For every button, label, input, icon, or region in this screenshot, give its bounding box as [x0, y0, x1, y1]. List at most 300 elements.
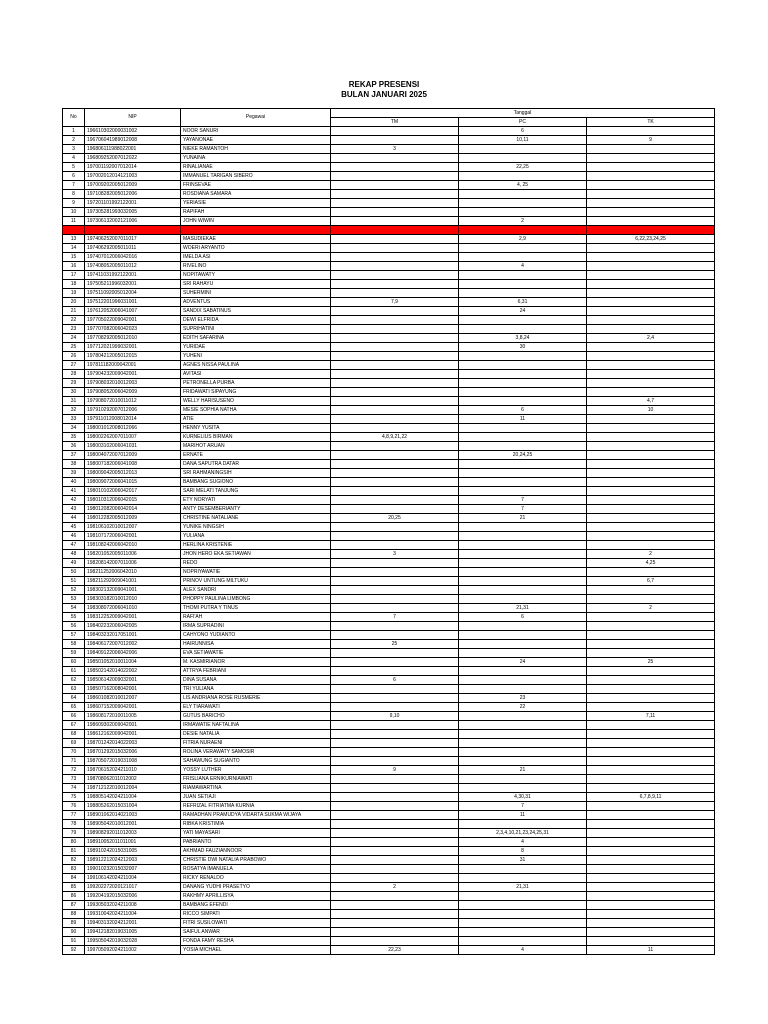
- row-tm: 3: [331, 550, 459, 559]
- row-no: 43: [63, 505, 85, 514]
- row-nama: FRINSEVAE: [181, 181, 331, 190]
- table-row: [63, 424, 715, 433]
- row-nip: 199412182019031005: [85, 928, 181, 937]
- row-no: 74: [63, 784, 85, 793]
- row-nip: 198409122006042006: [85, 649, 181, 658]
- row-nip: 198406172007012002: [85, 640, 181, 649]
- row-nama: AVITASI: [181, 370, 331, 379]
- table-row: [63, 253, 715, 262]
- row-nama: RAPIFAH: [181, 208, 331, 217]
- row-tk: [587, 523, 715, 532]
- row-no: 14: [63, 244, 85, 253]
- table-row: [63, 469, 715, 478]
- row-tm: [331, 532, 459, 541]
- row-pc: 22: [459, 703, 587, 712]
- row-tk: [587, 280, 715, 289]
- row-no: 67: [63, 721, 85, 730]
- table-row: [63, 442, 715, 451]
- row-tm: [331, 307, 459, 316]
- table-row: [63, 631, 715, 640]
- table-row: [63, 163, 715, 172]
- table-row: [63, 820, 715, 829]
- table-row: [63, 613, 715, 622]
- row-nama: YUNIKE NINGSIH: [181, 523, 331, 532]
- row-nip: 198607152009042001: [85, 703, 181, 712]
- row-nama: YULIANA: [181, 532, 331, 541]
- row-pc: [459, 190, 587, 199]
- row-nama: RICKY RENALDO: [181, 874, 331, 883]
- table-row: [63, 874, 715, 883]
- row-no: 88: [63, 910, 85, 919]
- row-pc: [459, 667, 587, 676]
- table-row: [63, 748, 715, 757]
- table-row: [63, 550, 715, 559]
- row-nama: IRMAWATIE NAFTALINA: [181, 721, 331, 730]
- table-row: [63, 658, 715, 667]
- table-row: [63, 802, 715, 811]
- row-nip: 198403232017051001: [85, 631, 181, 640]
- row-tm: [331, 838, 459, 847]
- table-row: [63, 865, 715, 874]
- row-no: 77: [63, 811, 85, 820]
- row-nip: 198608172010011005: [85, 712, 181, 721]
- row-no: 27: [63, 361, 85, 370]
- row-tk: 9: [587, 136, 715, 145]
- table-row: [63, 739, 715, 748]
- row-no: 37: [63, 451, 85, 460]
- row-nama: THOMI PUTRA Y TINUS: [181, 604, 331, 613]
- row-tk: [587, 316, 715, 325]
- row-tk: [587, 784, 715, 793]
- row-tk: [587, 226, 715, 235]
- table-row: [63, 505, 715, 514]
- table-body: [63, 127, 715, 955]
- row-nama: ATIE: [181, 415, 331, 424]
- row-no: 48: [63, 550, 85, 559]
- row-no: 49: [63, 559, 85, 568]
- row-tk: [587, 685, 715, 694]
- row-nama: PHOPPY PAULINA LIMBONG: [181, 595, 331, 604]
- row-tm: [331, 694, 459, 703]
- row-nama: DEWI ELFRIDA: [181, 316, 331, 325]
- row-nama: EVA SETIAWATIE: [181, 649, 331, 658]
- row-pc: 4,30,31: [459, 793, 587, 802]
- row-pc: [459, 865, 587, 874]
- row-tm: 7: [331, 613, 459, 622]
- row-pc: [459, 748, 587, 757]
- row-tk: 6,7: [587, 577, 715, 586]
- row-nip: 196706041989012008: [85, 136, 181, 145]
- row-tm: [331, 244, 459, 253]
- row-pc: [459, 172, 587, 181]
- row-nama: IMELDA ASI: [181, 253, 331, 262]
- row-nama: YATI MAYASARI: [181, 829, 331, 838]
- row-nama: SUHERMINI: [181, 289, 331, 298]
- row-nama: ROLINA VERAWATY SAMOSIR: [181, 748, 331, 757]
- row-tk: [587, 415, 715, 424]
- row-no: 53: [63, 595, 85, 604]
- row-tk: [587, 271, 715, 280]
- row-tm: [331, 208, 459, 217]
- row-pc: [459, 370, 587, 379]
- row-tk: 10: [587, 406, 715, 415]
- row-tm: [331, 541, 459, 550]
- row-tm: [331, 910, 459, 919]
- row-nip: 197707082006042023: [85, 325, 181, 334]
- row-tm: [331, 523, 459, 532]
- row-nip: 199305032024211008: [85, 901, 181, 910]
- row-tk: [587, 469, 715, 478]
- table-row: [63, 235, 715, 244]
- row-tk: [587, 802, 715, 811]
- row-nip: 197705022009042001: [85, 316, 181, 325]
- table-row: [63, 541, 715, 550]
- row-tk: [587, 667, 715, 676]
- row-nip: 198501052010011004: [85, 658, 181, 667]
- row-tk: [587, 829, 715, 838]
- row-no: 72: [63, 766, 85, 775]
- row-tm: 22,23: [331, 946, 459, 955]
- table-row: [63, 496, 715, 505]
- row-nama: BAMBANG SUGIONO: [181, 478, 331, 487]
- row-tm: [331, 163, 459, 172]
- row-no: 32: [63, 406, 85, 415]
- row-nama: ETY NORYATI: [181, 496, 331, 505]
- row-tk: [587, 217, 715, 226]
- row-tk: [587, 370, 715, 379]
- header-nip: NIP: [85, 109, 181, 127]
- row-tk: [587, 343, 715, 352]
- table-row: [63, 244, 715, 253]
- row-no: 50: [63, 568, 85, 577]
- row-no: 7: [63, 181, 85, 190]
- row-nip: 199310042024211004: [85, 910, 181, 919]
- table-row: [63, 793, 715, 802]
- table-row: [63, 127, 715, 136]
- row-tk: [587, 487, 715, 496]
- row-nama: ADVENTUS: [181, 298, 331, 307]
- table-row: [63, 262, 715, 271]
- row-tk: 2,4: [587, 334, 715, 343]
- table-row: [63, 577, 715, 586]
- row-nama: CHRISTIE DWI NATALIA PRABOWO: [181, 856, 331, 865]
- row-pc: [459, 379, 587, 388]
- row-pc: [459, 442, 587, 451]
- row-nip: 198905042010012001: [85, 820, 181, 829]
- table-row: [63, 289, 715, 298]
- table-row: [63, 460, 715, 469]
- row-no: 73: [63, 775, 85, 784]
- row-nama: AKHMAD FAUZIANNOOR: [181, 847, 331, 856]
- row-no: 63: [63, 685, 85, 694]
- row-pc: [459, 775, 587, 784]
- row-nip: 198312252009042001: [85, 613, 181, 622]
- table-row: [63, 919, 715, 928]
- row-nip: 197408052005011012: [85, 262, 181, 271]
- row-no: 23: [63, 325, 85, 334]
- row-tm: [331, 739, 459, 748]
- header-pegawai: Pegawai: [181, 109, 331, 127]
- row-tk: [587, 640, 715, 649]
- row-nama: RAFI'AH: [181, 613, 331, 622]
- row-pc: [459, 595, 587, 604]
- row-nama: NOPRIYAWATIE: [181, 568, 331, 577]
- row-tm: [331, 847, 459, 856]
- table-row: [63, 397, 715, 406]
- row-no: 3: [63, 145, 85, 154]
- row-no: 82: [63, 856, 85, 865]
- row-pc: [459, 577, 587, 586]
- table-row: [63, 217, 715, 226]
- row-tk: [587, 532, 715, 541]
- table-row: [63, 406, 715, 415]
- row-pc: 2,3,4,10,21,23,24,25,31: [459, 829, 587, 838]
- table-row: [63, 352, 715, 361]
- row-pc: [459, 244, 587, 253]
- row-tm: 9,10: [331, 712, 459, 721]
- row-pc: [459, 469, 587, 478]
- row-pc: 21,31: [459, 883, 587, 892]
- row-no: 62: [63, 676, 85, 685]
- row-tk: [587, 703, 715, 712]
- row-tm: [331, 793, 459, 802]
- row-nip: 198211292009041001: [85, 577, 181, 586]
- row-nama: SRI RAHAYU: [181, 280, 331, 289]
- row-pc: [459, 937, 587, 946]
- row-pc: [459, 532, 587, 541]
- row-pc: [459, 154, 587, 163]
- table-row: [63, 388, 715, 397]
- row-tk: [587, 730, 715, 739]
- row-tm: 3: [331, 145, 459, 154]
- row-nip: 197407012006042016: [85, 253, 181, 262]
- row-tk: 2: [587, 550, 715, 559]
- row-nip: 198609302009042001: [85, 721, 181, 730]
- row-nama: RINALIANAE: [181, 163, 331, 172]
- table-row: [63, 208, 715, 217]
- row-tm: [331, 388, 459, 397]
- row-nip: 198507162008042001: [85, 685, 181, 694]
- table-row: [63, 856, 715, 865]
- row-tk: [587, 766, 715, 775]
- row-nip: 197904232009042001: [85, 370, 181, 379]
- row-nama: YUNAINA: [181, 154, 331, 163]
- row-tk: [587, 820, 715, 829]
- row-tk: [587, 631, 715, 640]
- row-tk: [587, 361, 715, 370]
- row-tk: 11: [587, 946, 715, 955]
- row-no: 41: [63, 487, 85, 496]
- row-tm: [331, 856, 459, 865]
- table-row: [63, 379, 715, 388]
- row-tm: [331, 406, 459, 415]
- row-pc: 11: [459, 415, 587, 424]
- row-nama: YURIDAE: [181, 343, 331, 352]
- row-nip: 197404202007012004: [85, 226, 181, 235]
- row-tm: [331, 442, 459, 451]
- row-nama: ALEX SANDRI: [181, 586, 331, 595]
- table-row: [63, 154, 715, 163]
- table-row: [63, 145, 715, 154]
- table-row: [63, 829, 715, 838]
- row-nip: 198012282005012009: [85, 514, 181, 523]
- row-tk: 4,25: [587, 559, 715, 568]
- table-row: [63, 757, 715, 766]
- row-nama: RIVELINO: [181, 262, 331, 271]
- row-pc: [459, 757, 587, 766]
- row-tm: [331, 919, 459, 928]
- row-tm: [331, 685, 459, 694]
- row-pc: 10,11: [459, 136, 587, 145]
- row-no: 24: [63, 334, 85, 343]
- row-no: 56: [63, 622, 85, 631]
- table-row: [63, 838, 715, 847]
- row-pc: [459, 820, 587, 829]
- row-tk: [587, 298, 715, 307]
- row-nama: BAMBANG EFENDI: [181, 901, 331, 910]
- row-no: 11: [63, 217, 85, 226]
- row-tk: [587, 919, 715, 928]
- row-tk: [587, 739, 715, 748]
- table-row: [63, 766, 715, 775]
- row-tm: [331, 325, 459, 334]
- row-pc: [459, 388, 587, 397]
- table-row: [63, 136, 715, 145]
- row-nip: 198805142024211004: [85, 793, 181, 802]
- header-tm: TM: [331, 118, 459, 127]
- table-row: [63, 685, 715, 694]
- attendance-table: [62, 108, 715, 955]
- row-nip: 199204192015032006: [85, 892, 181, 901]
- row-tk: [587, 262, 715, 271]
- row-pc: 7: [459, 802, 587, 811]
- row-tm: [331, 217, 459, 226]
- row-tk: 7,11: [587, 712, 715, 721]
- row-nama: JOHN WIWIN: [181, 217, 331, 226]
- row-nip: 197009202005012009: [85, 181, 181, 190]
- table-row: [63, 343, 715, 352]
- row-no: 21: [63, 307, 85, 316]
- row-tk: [587, 505, 715, 514]
- document-title: REKAP PRESENSI: [348, 80, 420, 89]
- row-nama: JHON HERO EKA SETIAWAN: [181, 550, 331, 559]
- table-row: [63, 694, 715, 703]
- row-nip: 197108282005012006: [85, 190, 181, 199]
- table-row: [63, 271, 715, 280]
- row-nip: 198308072006041010: [85, 604, 181, 613]
- row-nip: 198002262007011007: [85, 433, 181, 442]
- row-nama: HENNY YUSITA: [181, 424, 331, 433]
- row-pc: [459, 325, 587, 334]
- row-tm: [331, 136, 459, 145]
- row-no: 8: [63, 190, 85, 199]
- row-pc: [459, 622, 587, 631]
- row-tk: [587, 883, 715, 892]
- row-tm: [331, 622, 459, 631]
- row-no: 45: [63, 523, 85, 532]
- row-nip: 198712122010012004: [85, 784, 181, 793]
- row-tk: [587, 460, 715, 469]
- row-tk: [587, 307, 715, 316]
- row-tm: [331, 892, 459, 901]
- row-tm: [331, 559, 459, 568]
- row-pc: [459, 784, 587, 793]
- row-tm: 2: [331, 883, 459, 892]
- row-nip: 197908052006042009: [85, 388, 181, 397]
- row-pc: 4, 25: [459, 181, 587, 190]
- row-tk: [587, 757, 715, 766]
- row-nama: PETRONELLA PURBA: [181, 379, 331, 388]
- row-pc: [459, 361, 587, 370]
- row-tk: [587, 199, 715, 208]
- row-pc: 30: [459, 343, 587, 352]
- row-tk: [587, 847, 715, 856]
- row-nama: FONDA FAMY RESHA: [181, 937, 331, 946]
- row-nip: 198010102006042017: [85, 487, 181, 496]
- row-pc: [459, 640, 587, 649]
- row-nama: ELY TIARAWATI: [181, 703, 331, 712]
- row-tk: 6,7,8,9,11: [587, 793, 715, 802]
- row-pc: 24: [459, 307, 587, 316]
- table-row: [63, 226, 715, 235]
- row-nip: 197306132002121006: [85, 217, 181, 226]
- row-pc: [459, 730, 587, 739]
- row-nama: ATTRYA FEBRIANI: [181, 667, 331, 676]
- row-pc: [459, 397, 587, 406]
- row-tm: [331, 568, 459, 577]
- row-nip: 198009072006041015: [85, 478, 181, 487]
- row-no: 13: [63, 235, 85, 244]
- table-row: [63, 883, 715, 892]
- row-pc: 24: [459, 658, 587, 667]
- row-tk: 2: [587, 604, 715, 613]
- row-pc: [459, 199, 587, 208]
- row-tm: [331, 730, 459, 739]
- row-no: 54: [63, 604, 85, 613]
- table-row: [63, 523, 715, 532]
- row-tk: [587, 874, 715, 883]
- row-tk: [587, 145, 715, 154]
- row-pc: 4: [459, 838, 587, 847]
- row-pc: 6: [459, 127, 587, 136]
- row-no: 55: [63, 613, 85, 622]
- row-no: 38: [63, 460, 85, 469]
- row-nip: 197908072010011012: [85, 397, 181, 406]
- row-tk: [587, 127, 715, 136]
- table-row: [63, 487, 715, 496]
- row-nip: 199106142024211004: [85, 874, 181, 883]
- table-row: [63, 361, 715, 370]
- table-row: [63, 181, 715, 190]
- row-no: 22: [63, 316, 85, 325]
- row-tk: [587, 676, 715, 685]
- row-nip: 197908032010012003: [85, 379, 181, 388]
- row-nip: 198908292011012003: [85, 829, 181, 838]
- row-pc: 8: [459, 847, 587, 856]
- row-nip: 199705092024211002: [85, 946, 181, 955]
- row-pc: [459, 289, 587, 298]
- row-nama: DESIE NATALIA: [181, 730, 331, 739]
- row-pc: [459, 901, 587, 910]
- row-no: 89: [63, 919, 85, 928]
- row-nama: RAKHMY APRILLISYA: [181, 892, 331, 901]
- row-pc: 7: [459, 496, 587, 505]
- row-no: 86: [63, 892, 85, 901]
- row-tm: 6: [331, 676, 459, 685]
- table-row: [63, 199, 715, 208]
- row-nama: FRISLIANA ERNIKURNIAWATI: [181, 775, 331, 784]
- row-nip: 196806111988022001: [85, 145, 181, 154]
